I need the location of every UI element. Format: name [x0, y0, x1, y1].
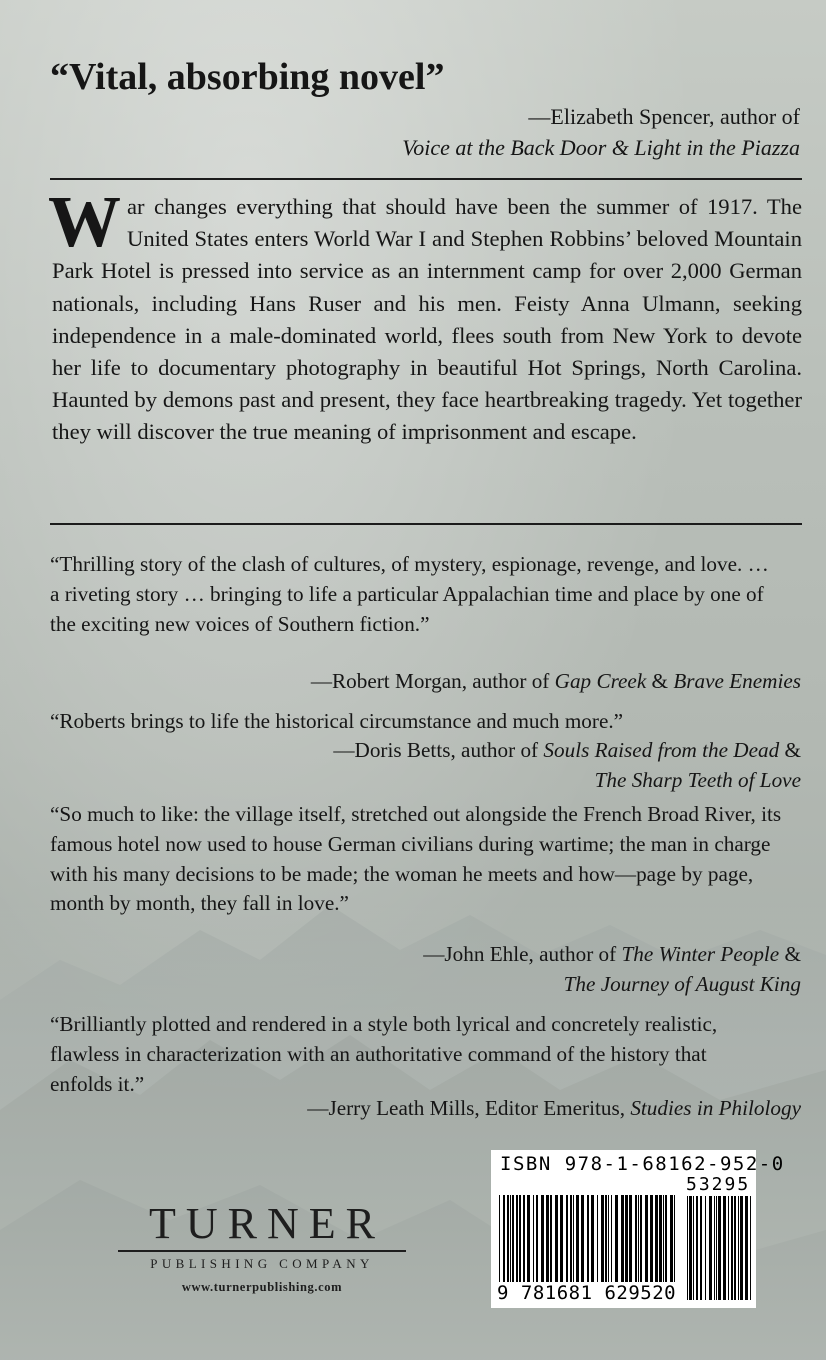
- ean-barcode: [498, 1195, 678, 1286]
- barcode-bar: [734, 1196, 736, 1300]
- barcode-bar: [560, 1195, 563, 1286]
- review-work: Gap Creek: [554, 669, 647, 693]
- barcode-bar: [718, 1196, 721, 1300]
- review-attribution-4: [307, 1094, 801, 1124]
- barcode-bar: [693, 1196, 694, 1300]
- barcode-bar: [650, 1195, 653, 1286]
- barcode-bar: [605, 1195, 607, 1286]
- barcode-bar: [687, 1196, 688, 1300]
- review-joiner: &: [646, 669, 674, 693]
- review-attribution-3: [423, 940, 801, 1000]
- barcode-bar: [745, 1196, 748, 1300]
- barcode-bar: [638, 1195, 639, 1286]
- barcode-bar: [581, 1195, 584, 1286]
- barcode-bar: [700, 1196, 702, 1300]
- barcode-bar: [750, 1196, 751, 1300]
- barcode-bar: [731, 1196, 733, 1300]
- barcode-bar: [621, 1195, 624, 1286]
- barcode-bar: [640, 1195, 642, 1286]
- review-attribution-2: [333, 736, 801, 796]
- review-text: “Brilliantly plotted and rendered in a style both lyrical and concretely realistic, flawless in characterization with an authoritative command of the history that enfolds it.”: [50, 1012, 718, 1096]
- barcode-bar: [674, 1195, 675, 1286]
- review-work: The Journey of August King: [563, 971, 801, 996]
- price-barcode: [686, 1196, 752, 1300]
- barcode-bar: [608, 1195, 609, 1286]
- headline-attribution-works: Voice at the Back Door & Light in the Piazza: [402, 135, 800, 160]
- headline-attribution: [402, 101, 800, 163]
- review-work: The Sharp Teeth of Love: [594, 767, 801, 792]
- drop-cap: W: [48, 181, 121, 262]
- barcode-bar: [597, 1195, 598, 1286]
- review-work: Studies in Philology: [630, 1096, 801, 1120]
- barcode-bar: [635, 1195, 637, 1286]
- barcode-bar: [536, 1195, 538, 1286]
- barcode-bar: [512, 1195, 514, 1286]
- barcode-bar: [587, 1195, 589, 1286]
- bottom-divider: [50, 523, 802, 525]
- review-author: —Jerry Leath Mills, Editor Emeritus,: [307, 1096, 631, 1120]
- barcode-bar: [570, 1195, 572, 1286]
- headline-quote: “Vital, absorbing novel”: [50, 56, 445, 98]
- barcode-bar: [670, 1195, 673, 1286]
- publisher-logo-rule: [118, 1250, 406, 1252]
- review-work: Brave Enemies: [673, 669, 801, 693]
- barcode-bar: [550, 1195, 552, 1286]
- barcode-bar: [533, 1195, 534, 1286]
- review-joiner: &: [779, 738, 801, 762]
- barcode-bar: [689, 1196, 692, 1300]
- barcode-bar: [591, 1195, 594, 1286]
- barcode-bar: [527, 1195, 530, 1286]
- barcode-bar: [716, 1196, 717, 1300]
- review-quote-1: [50, 550, 770, 639]
- review-text: “Roberts brings to life the historical circumstance and much more.”: [50, 709, 624, 733]
- barcode-bar: [510, 1195, 511, 1286]
- barcode-bar: [555, 1195, 558, 1286]
- barcode-bar: [740, 1196, 743, 1300]
- review-quote-3: [50, 800, 790, 919]
- synopsis-text: ar changes everything that should have been the summer of 1917. The United States enters World War I and Stephen Robbins’ beloved Mountain Park Hotel is pressed into service as an internment camp for over 2,000 German nationals, including Hans Ruser and his men. Feisty Anna Ulmann, seeking independence in a male-dominated world, flees south from New York to devote her life to documentary photography in beautiful Hot Springs, North Carolina. Haunted by demons past and present, they face heartbreaking tragedy. Yet together they will discover the true meaning of imprisonment and escape.: [52, 194, 802, 445]
- price-code: 53295: [686, 1174, 751, 1195]
- barcode-bar: [714, 1196, 715, 1300]
- barcode-bar: [576, 1195, 579, 1286]
- review-author: —Robert Morgan, author of: [310, 669, 555, 693]
- review-quote-2: [50, 707, 810, 737]
- barcode-bar: [541, 1195, 544, 1286]
- publisher-logo: [118, 1199, 406, 1295]
- publisher-name: TURNER: [149, 1199, 385, 1248]
- barcode-bar: [499, 1195, 500, 1286]
- barcode-bar: [655, 1195, 658, 1286]
- barcode-bar: [738, 1196, 739, 1300]
- review-text: “So much to like: the village itself, stretched out alongside the French Broad River, its famous hotel now used to house German civilians during wartime; the man in charge with his many decisions to be made; the woman he meets and how—page by page, month by month, they fall in love.”: [50, 802, 782, 916]
- review-text: “Thrilling story of the clash of cultures, of mystery, espionage, revenge, and love. … a riveting story … bringing to life a particular Appalachian time and place by one of the exciting new voices of Southern fiction.”: [50, 552, 769, 636]
- barcode-bar: [696, 1196, 698, 1300]
- review-quote-4: [50, 1010, 730, 1099]
- publisher-url: www.turnerpublishing.com: [181, 1280, 343, 1294]
- barcode-bar: [663, 1195, 664, 1286]
- review-attribution-1: [311, 667, 801, 697]
- barcode-bar: [625, 1195, 628, 1286]
- barcode-bar: [523, 1195, 525, 1286]
- barcode-bar: [723, 1196, 726, 1300]
- barcode-bar: [629, 1195, 632, 1286]
- top-divider: [50, 178, 802, 180]
- isbn-label: ISBN 978-1-68162-952-0: [500, 1153, 785, 1175]
- barcode-bar: [519, 1195, 521, 1286]
- publisher-tagline: PUBLISHING COMPANY: [150, 1256, 374, 1271]
- barcode-bar: [615, 1195, 618, 1286]
- barcode-bar: [566, 1195, 568, 1286]
- headline-attribution-author: —Elizabeth Spencer, author of: [528, 104, 800, 129]
- review-joiner: &: [779, 942, 801, 966]
- review-author: —Doris Betts, author of: [333, 738, 544, 762]
- barcode-bar: [516, 1195, 518, 1286]
- barcode-bar: [546, 1195, 549, 1286]
- synopsis-paragraph: [48, 181, 802, 449]
- barcode-bar: [645, 1195, 648, 1286]
- barcode-digits: 9 781681 629520: [497, 1282, 677, 1304]
- barcode-bar: [659, 1195, 662, 1286]
- review-author: —John Ehle, author of: [423, 942, 622, 966]
- barcode-bar: [665, 1195, 667, 1286]
- barcode-bar: [573, 1195, 574, 1286]
- barcode-bar: [601, 1195, 604, 1286]
- barcode-bar: [705, 1196, 706, 1300]
- review-work: The Winter People: [621, 942, 780, 966]
- review-work: Souls Raised from the Dead: [543, 738, 780, 762]
- barcode-bar: [611, 1195, 612, 1286]
- barcode-bar: [709, 1196, 712, 1300]
- barcode-bar: [503, 1195, 505, 1286]
- barcode-bar: [728, 1196, 729, 1300]
- barcode-bar: [507, 1195, 509, 1286]
